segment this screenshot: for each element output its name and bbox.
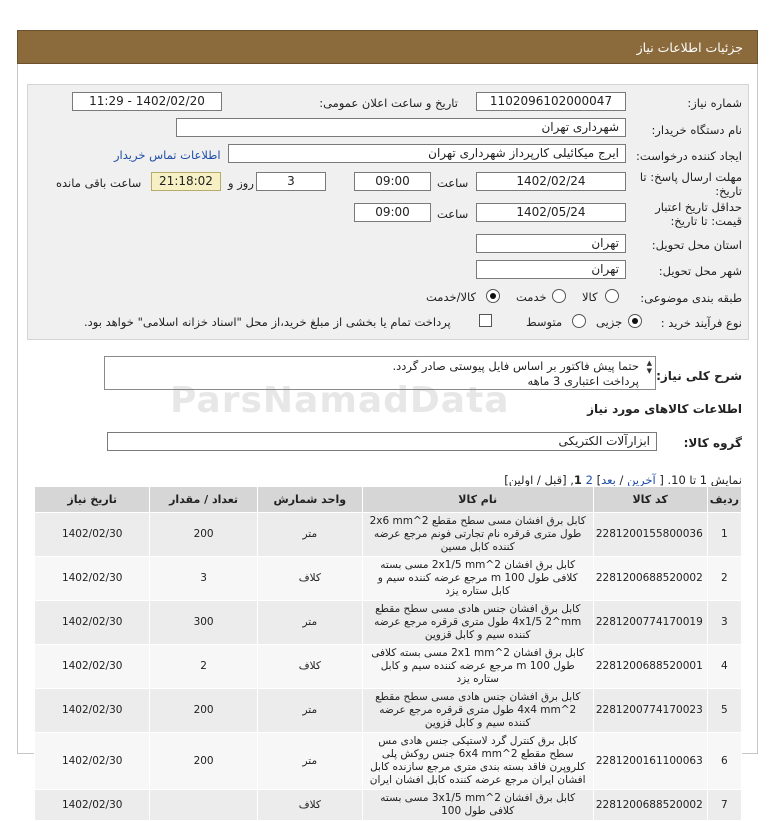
cell-name: کابل برق افشان جنس هادی مسی سطح مقطع 4x1/5 2^mm طول متری قرقره مرجع عرضه کننده سیم و کابل قزوین bbox=[362, 601, 593, 645]
col-header-name[interactable]: نام کالا bbox=[362, 487, 593, 513]
cell-unit: متر bbox=[257, 513, 362, 557]
goods-table bbox=[34, 486, 742, 821]
cell-name: کابل برق افشان جنس هادی مسی سطح مقطع 2^4x4 mm طول متری قرقره مرجع عرضه کننده سیم و کابل قزوین bbox=[362, 689, 593, 733]
cell-name: کابل برق افشان 2^3x1/5 mm مسی بسته کلافی طول 100 bbox=[362, 790, 593, 821]
cell-date: 1402/02/30 bbox=[35, 689, 150, 733]
category-option-goods-service: کالا/خدمت bbox=[426, 290, 477, 304]
validity-time-label: ساعت bbox=[437, 207, 469, 221]
description-line-1: حتما پیش فاکتور بر اساس فایل پیوستی صادر گردد. bbox=[392, 359, 639, 373]
deadline-label: مهلت ارسال پاسخ: تا bbox=[639, 170, 742, 184]
cell-index: 7 bbox=[707, 790, 741, 821]
validity-label: حداقل تاریخ اعتبار bbox=[655, 200, 742, 214]
table-row[interactable] bbox=[35, 733, 742, 790]
description-line-2: پرداخت اعتباری 3 ماهه bbox=[527, 374, 639, 388]
goods-group-field[interactable]: ابزارآلات الکتریکی bbox=[107, 432, 657, 451]
cell-code: 2281200688520002 bbox=[593, 790, 707, 821]
deadline-label-date: تاریخ: bbox=[715, 184, 742, 198]
description-label: شرح کلی نیاز: bbox=[656, 369, 742, 383]
cell-unit: متر bbox=[257, 733, 362, 790]
cell-qty: 3 bbox=[150, 557, 257, 601]
col-header-unit[interactable]: واحد شمارش bbox=[257, 487, 362, 513]
pagination: نمایش 1 تا 10. [ آخرین / بعد] 2 1, [قبل / اولین] bbox=[504, 473, 742, 487]
cell-qty: 300 bbox=[150, 601, 257, 645]
creator-label: ایجاد کننده درخواست: bbox=[636, 149, 742, 163]
col-header-date[interactable]: تاریخ نیاز bbox=[35, 487, 150, 513]
process-radio-medium[interactable] bbox=[572, 314, 586, 328]
cell-name: کابل برق افشان 2^2x1/5 mm مسی بسته کلافی طول 100 m مرجع عرضه کننده سیم و کابل ستاره یزد bbox=[362, 557, 593, 601]
cell-index: 4 bbox=[707, 645, 741, 689]
cell-date: 1402/02/30 bbox=[35, 513, 150, 557]
cell-name: کابل برق افشان مسی سطح مقطع 2^2x6 mm طول متری قرقره نام تجارتی فونم مرجع عرضه کننده کابل مسین bbox=[362, 513, 593, 557]
cell-unit: کلاف bbox=[257, 790, 362, 821]
process-radio-minor[interactable] bbox=[628, 314, 642, 328]
city-field[interactable]: تهران bbox=[476, 260, 626, 279]
col-header-code[interactable]: کد کالا bbox=[593, 487, 707, 513]
cell-date: 1402/02/30 bbox=[35, 790, 150, 821]
table-row[interactable] bbox=[35, 557, 742, 601]
cell-unit: متر bbox=[257, 601, 362, 645]
process-label: نوع فرآیند خرید : bbox=[660, 316, 742, 330]
scroll-arrows-icon[interactable]: ▲ ▼ bbox=[646, 359, 652, 375]
category-radio-goods-service[interactable] bbox=[486, 289, 500, 303]
cell-unit: متر bbox=[257, 689, 362, 733]
validity-date-field[interactable]: 1402/05/24 bbox=[476, 203, 626, 222]
deadline-time-field[interactable]: 09:00 bbox=[354, 172, 431, 191]
page-title: جزئیات اطلاعات نیاز bbox=[636, 40, 743, 55]
deadline-date-field[interactable]: 1402/02/24 bbox=[476, 172, 626, 191]
buyer-label: نام دستگاه خریدار: bbox=[651, 123, 742, 137]
page-header bbox=[17, 30, 758, 64]
cell-unit: کلاف bbox=[257, 645, 362, 689]
table-row[interactable] bbox=[35, 689, 742, 733]
deadline-time-label: ساعت bbox=[437, 176, 469, 190]
cell-qty: 200 bbox=[150, 513, 257, 557]
province-field[interactable]: تهران bbox=[476, 234, 626, 253]
announce-label: تاریخ و ساعت اعلان عمومی: bbox=[319, 96, 458, 110]
city-label: شهر محل تحویل: bbox=[658, 264, 742, 278]
col-header-qty[interactable]: تعداد / مقدار bbox=[150, 487, 257, 513]
cell-qty: 200 bbox=[150, 733, 257, 790]
cell-date: 1402/02/30 bbox=[35, 601, 150, 645]
treasury-payment-checkbox[interactable] bbox=[479, 314, 492, 327]
remaining-label: ساعت باقی مانده bbox=[56, 176, 142, 190]
watermark: ParsNamadData bbox=[170, 380, 510, 421]
table-row[interactable] bbox=[35, 513, 742, 557]
cell-code: 2281200161100063 bbox=[593, 733, 707, 790]
cell-name: کابل برق کنترل گرد لاستیکی جنس هادی مس سطح مقطع 2^6x4 mm جنس روکش پلی کلروپرن فاقد بسته بندی متری مرجع سازنده کابل افشان ایران مرجع عرضه کننده کابل افشان ایران bbox=[362, 733, 593, 790]
validity-time-field[interactable]: 09:00 bbox=[354, 203, 431, 222]
cell-qty bbox=[150, 790, 257, 821]
days-field[interactable]: 3 bbox=[256, 172, 326, 191]
category-label: طبقه بندی موضوعی: bbox=[640, 291, 742, 305]
validity-label-date: قیمت: تا تاریخ: bbox=[670, 214, 742, 228]
pager-page-2-link[interactable]: 2 bbox=[585, 473, 593, 487]
cell-index: 6 bbox=[707, 733, 741, 790]
cell-code: 2281200688520002 bbox=[593, 557, 707, 601]
days-label: روز و bbox=[228, 176, 254, 190]
process-option-medium: متوسط bbox=[526, 315, 563, 329]
need-number-field[interactable]: 1102096102000047 bbox=[476, 92, 626, 111]
pager-prefix: نمایش 1 تا 10. [ bbox=[659, 473, 742, 487]
cell-qty: 200 bbox=[150, 689, 257, 733]
cell-date: 1402/02/30 bbox=[35, 733, 150, 790]
cell-index: 2 bbox=[707, 557, 741, 601]
buyer-field[interactable]: شهرداری تهران bbox=[176, 118, 626, 137]
buyer-contact-link[interactable]: اطلاعات تماس خریدار bbox=[114, 148, 221, 162]
cell-code: 2281200155800036 bbox=[593, 513, 707, 557]
cell-index: 1 bbox=[707, 513, 741, 557]
col-header-row[interactable]: ردیف bbox=[707, 487, 741, 513]
pager-current-page: 1 bbox=[573, 473, 582, 487]
table-row[interactable] bbox=[35, 790, 742, 821]
treasury-payment-note: پرداخت تمام یا بخشی از مبلغ خرید،از محل "اسناد خزانه اسلامی" خواهد بود. bbox=[84, 315, 451, 329]
cell-name: کابل برق افشان 2^2x1 mm مسی بسته کلافی طول 100 m مرجع عرضه کننده سیم و کابل ستاره یزد bbox=[362, 645, 593, 689]
cell-index: 5 bbox=[707, 689, 741, 733]
goods-section-title: اطلاعات کالاهای مورد نیاز bbox=[587, 402, 742, 416]
remaining-time-field: 21:18:02 bbox=[151, 172, 221, 191]
cell-unit: کلاف bbox=[257, 557, 362, 601]
table-header-row bbox=[35, 487, 742, 513]
goods-group-label: گروه کالا: bbox=[683, 436, 742, 450]
cell-code: 2281200774170023 bbox=[593, 689, 707, 733]
creator-field[interactable]: ایرج میکائیلی کارپرداز شهرداری تهران bbox=[228, 144, 626, 163]
pager-suffix: [قبل / اولین] bbox=[504, 473, 567, 487]
cell-date: 1402/02/30 bbox=[35, 557, 150, 601]
table-row[interactable] bbox=[35, 645, 742, 689]
category-radio-goods[interactable] bbox=[605, 289, 619, 303]
cell-qty: 2 bbox=[150, 645, 257, 689]
need-number-label: شماره نیاز: bbox=[687, 96, 742, 110]
category-option-service: خدمت bbox=[516, 290, 547, 304]
cell-code: 2281200774170019 bbox=[593, 601, 707, 645]
announce-datetime-field[interactable]: 1402/02/20 - 11:29 bbox=[72, 92, 222, 111]
province-label: استان محل تحویل: bbox=[651, 238, 742, 252]
cell-code: 2281200688520001 bbox=[593, 645, 707, 689]
table-row[interactable] bbox=[35, 601, 742, 645]
category-radio-service[interactable] bbox=[552, 289, 566, 303]
cell-index: 3 bbox=[707, 601, 741, 645]
cell-date: 1402/02/30 bbox=[35, 645, 150, 689]
category-option-goods: کالا bbox=[582, 290, 598, 304]
process-option-minor: جزیی bbox=[596, 315, 623, 329]
description-box[interactable] bbox=[104, 356, 656, 390]
pager-last-link[interactable]: آخرین bbox=[627, 473, 656, 487]
pager-next-link[interactable]: بعد bbox=[601, 473, 616, 487]
